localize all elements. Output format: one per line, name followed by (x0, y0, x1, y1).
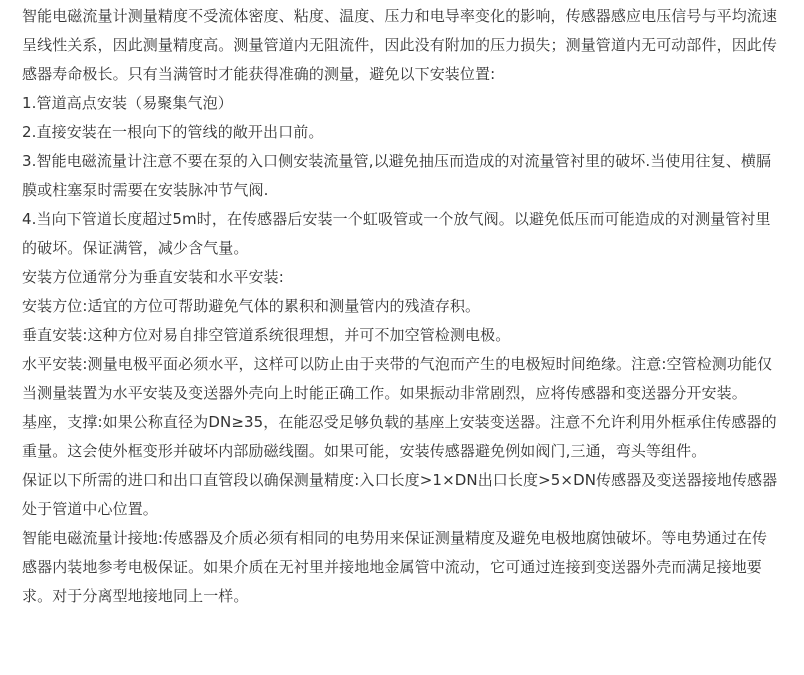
paragraph-straight-pipe: 保证以下所需的进口和出口直管段以确保测量精度:入口长度>1×DN出口长度>5×DN传感器及变送器接地传感器处于管道中心位置。 (22, 471, 778, 518)
paragraph-orientation-intro: 安装方位通常分为垂直安装和水平安装: (22, 268, 284, 286)
list-item-4: 4.当向下管道长度超过5m时，在传感器后安装一个虹吸管或一个放气阀。以避免低压而可能造成的对测量管衬里的破坏。保证满管，减少含气量。 (22, 210, 771, 257)
paragraph-horizontal-install: 水平安装:测量电极平面必须水平，这样可以防止由于夹带的气泡而产生的电极短时间绝缘。注意:空管检测功能仅当测量装置为水平安装及变送器外壳向上时能正确工作。如果振动非常剧烈，应将传感器和变送器分开安装。 (22, 355, 773, 402)
paragraph-grounding: 智能电磁流量计接地:传感器及介质必须有相同的电势用来保证测量精度及避免电极地腐蚀破坏。等电势通过在传感器内装地参考电极保证。如果介质在无衬里并接地地金属管中流动，它可通过连接到变送器外壳而满足接地要求。对于分离型地接地同上一样。 (22, 529, 768, 605)
paragraph-vertical-install: 垂直安装:这种方位对易自排空管道系统很理想，并可不加空管检测电极。 (22, 326, 511, 344)
list-item-3: 3.智能电磁流量计注意不要在泵的入口侧安装流量管,以避免抽压而造成的对流量管衬里的破坏.当使用往复、横膈膜或柱塞泵时需要在安装脉冲节气阀. (22, 152, 772, 199)
paragraph-orientation: 安装方位:适宜的方位可帮助避免气体的累积和测量管内的残渣存积。 (22, 297, 481, 315)
list-item-2: 2.直接安装在一根向下的管线的敞开出口前。 (22, 123, 324, 141)
list-item-1: 1.管道高点安装（易聚集气泡） (22, 94, 233, 112)
paragraph-intro: 智能电磁流量计测量精度不受流体密度、粘度、温度、压力和电导率变化的影响，传感器感应电压信号与平均流速呈线性关系，因此测量精度高。测量管道内无阻流件，因此没有附加的压力损失；测量管道内无可动部件，因此传感器寿命极长。只有当满管时才能获得准确的测量，避免以下安装位置: (22, 7, 778, 83)
paragraph-base-support: 基座，支撑:如果公称直径为DN≥35，在能忍受足够负载的基座上安装变送器。注意不允许利用外框承住传感器的重量。这会使外框变形并破坏内部励磁线圈。如果可能，安装传感器避免例如阀门,三通，弯头等组件。 (22, 413, 777, 460)
